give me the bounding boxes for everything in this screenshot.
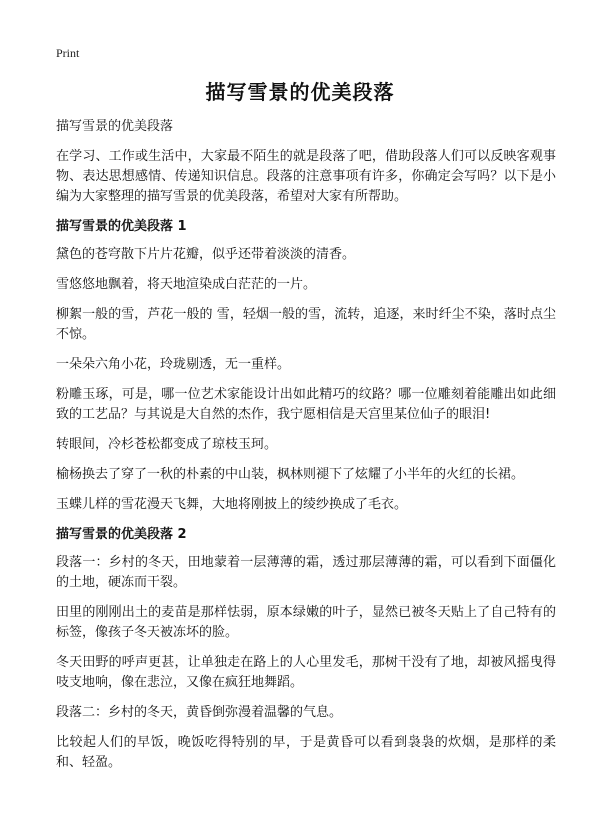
paragraph: 黛色的苍穹散下片片花瓣，似乎还带着淡淡的清香。 [56,247,356,262]
page-title: 描写雪景的优美段落 [205,80,395,104]
print-link[interactable]: Print [56,46,80,60]
document-body [56,117,556,783]
paragraph: 段落二：乡村的冬天，黄昏倒弥漫着温馨的气息。 [56,705,343,720]
paragraph: 榆杨换去了穿了一秋的朴素的中山装，枫林则褪下了炫耀了小半年的火红的长裙。 [56,467,525,482]
document-subtitle: 描写雪景的优美段落 [56,119,174,134]
paragraph: 玉蝶儿样的雪花漫天飞舞，大地将刚披上的绫纱换成了毛衣。 [56,497,408,512]
paragraph: 粉雕玉琢，可是，哪一位艺术家能设计出如此精巧的纹路？哪一位雕刻着能雕出如此细致的工艺品？与其说是大自然的杰作，我宁愿相信是天宫里某位仙子的眼泪! [56,387,556,422]
paragraph: 段落一：乡村的冬天，田地蒙着一层薄薄的霜，透过那层薄薄的霜，可以看到下面僵化的土地，硬冻而干裂。 [56,555,556,590]
paragraph: 转眼间，冷杉苍松都变成了琼枝玉珂。 [56,437,278,452]
paragraph: 雪悠悠地飘着，将天地渲染成白茫茫的一片。 [56,277,317,292]
section-heading-1: 描写雪景的优美段落 1 [56,219,187,234]
intro-paragraph: 在学习、工作或生活中，大家最不陌生的就是段落了吧，借助段落人们可以反映客观事物、表达思想感情、传递知识信息。段落的注意事项有许多，你确定会写吗？以下是小编为大家整理的描写雪景的优美段落，希望对大家有所帮助。 [56,149,556,204]
paragraph: 柳絮一般的雪，芦花一般的 雪，轻烟一般的雪，流转，追逐，来时纤尘不染，落时点尘不惊。 [56,307,556,342]
paragraph: 比较起人们的早饭，晚饭吃得特别的早，于是黄昏可以看到袅袅的炊烟，是那样的柔和、轻盈。 [56,735,556,770]
section-heading-2: 描写雪景的优美段落 2 [56,527,187,542]
paragraph: 冬天田野的呼声更甚，让单独走在路上的人心里发毛，那树干没有了地，却被风摇曳得吱支地响，像在悲泣，又像在疯狂地舞蹈。 [56,655,556,690]
paragraph: 田里的刚刚出土的麦苗是那样怯弱，原本绿嫩的叶子，显然已被冬天贴上了自己特有的标签，像孩子冬天被冻坏的脸。 [56,605,556,640]
paragraph: 一朵朵六角小花，玲珑剔透，无一重样。 [56,357,291,372]
